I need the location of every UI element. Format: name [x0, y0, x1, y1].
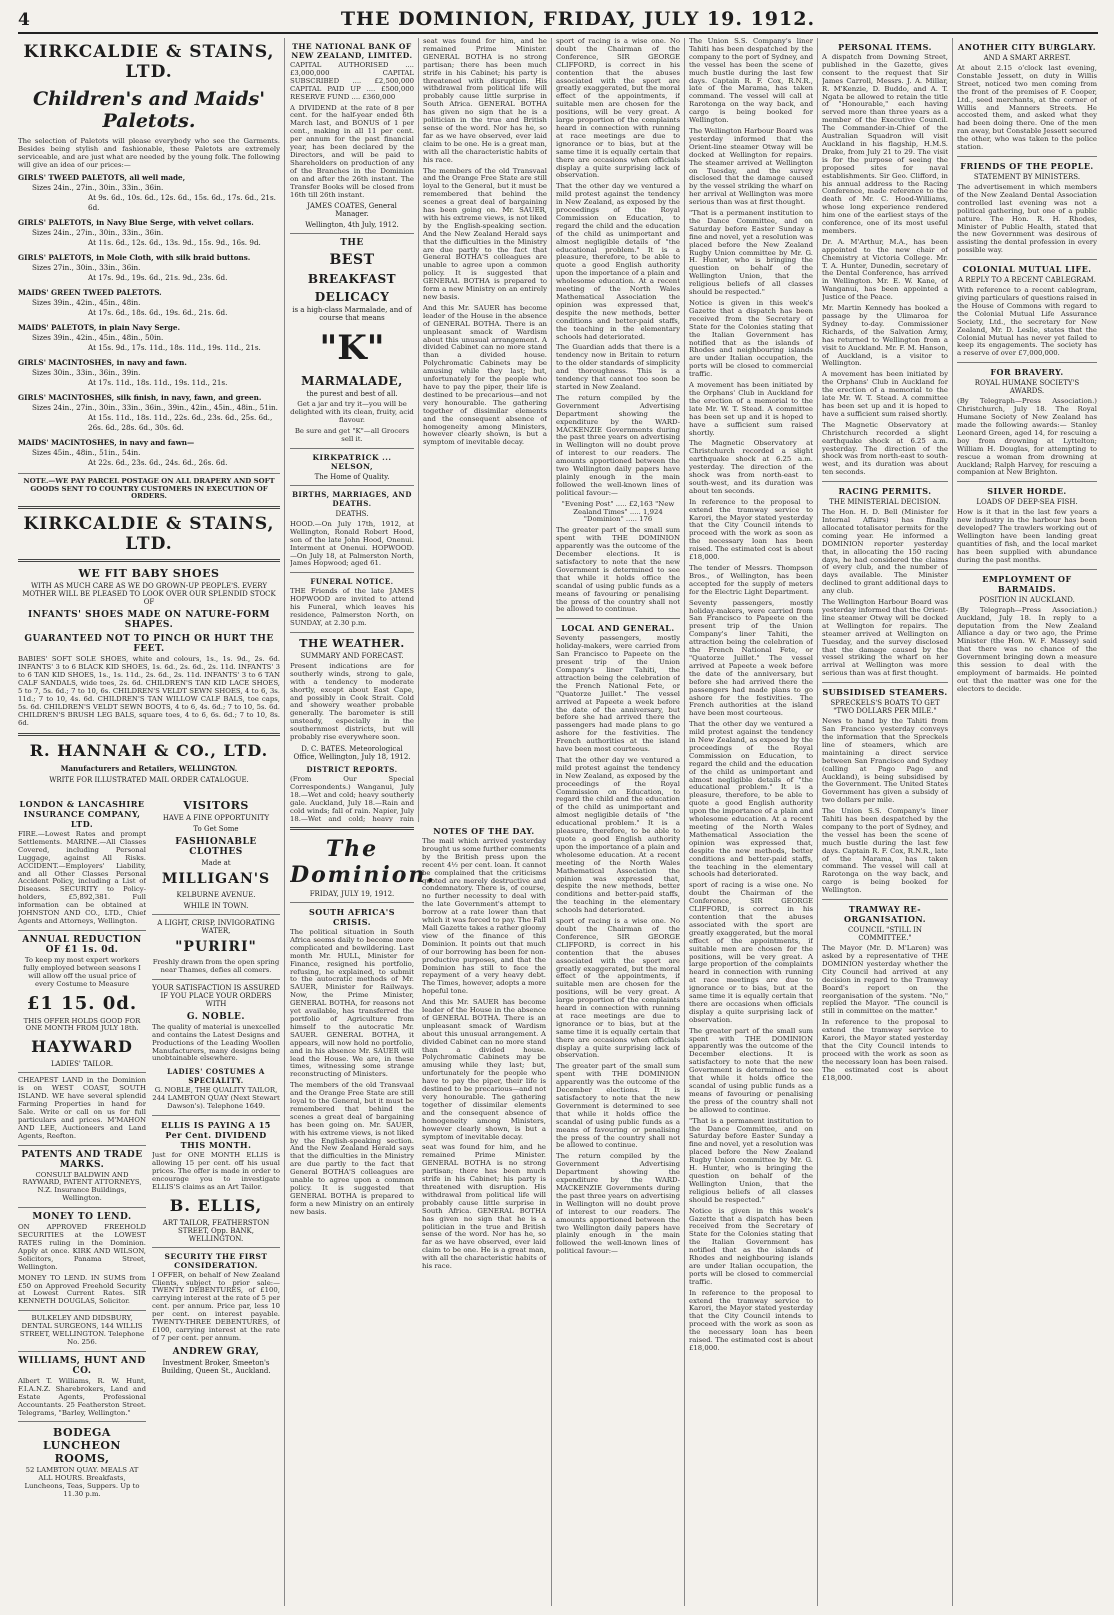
- ellis-text: Just for ONE MONTH ELLIS is allowing 15 per cent. off his usual prices. The offer is made in order to encourage you to investigate ELLIS'S claims as an Art Tailor.: [152, 1151, 280, 1191]
- friends-text: The advertisement in which members of the New Zealand Dental Association controlled last evening was not a political gathering, but one of a public nature. The Hon. R. H. Rhodes, Minister of Public Health, stated that the new Government was desirous of assisting the dental profession in every possible way.: [957, 182, 1097, 255]
- local-text-5: The return compiled by the Government Advertising Department showing the expenditure by the WARD-MACKENZIE Governments during the past three years on advertising in Wellington will no doubt prove of interest to our readers. The amounts apportioned between the two Wellington daily papers have plainly enough in the main followed the well-known lines of political favour:—: [556, 1152, 680, 1256]
- best-2: BEST: [329, 252, 375, 269]
- baby-shoes-title: WE FIT BABY SHOES: [78, 567, 220, 581]
- paletot-sizes: Sizes 45in., 48in., 51in., 54in.: [32, 447, 141, 457]
- kelburne: KELBURNE AVENUE.: [176, 891, 256, 899]
- k-logo: "K": [319, 328, 385, 369]
- bank-dividend: A DIVIDEND at the rate of 8 per cent. for the half-year ended 6th March last, and BONUS of 1 per cent., making in all 11 per cent. per annum for the past financial year, has been declared by the Directors, and will be paid to Shareholders on production of any of the Branches in the Dominion on and after the 26th instant. The Transfer Books will be closed from 16th till 26th instant.: [290, 103, 414, 199]
- c5-text-6: The Magnetic Observatory at Christchurch recorded a slight earthquake shock at 6.25 a.m. yesterday. The direction of the shock was from north-east to south-west, and its duration was about ten seconds.: [689, 439, 813, 495]
- paletot-item: [18, 288, 280, 318]
- silver-text: How is it that in the last few years a new industry in the harbour has been developed? The trawlers working out of Wellington have been landing great quantities of fish, and the local market has been supplied with abundance during the past months.: [957, 508, 1097, 564]
- bank-capital: CAPITAL AUTHORISED .... £3,000,000 CAPITAL SUBSCRIBED .... £2,500,000 CAPITAL PAID UP .... £500,000 RESERVE FUND .... £360,000: [290, 61, 414, 101]
- subsid-text: News to hand by the Tahiti from San Francisco yesterday conveys the information that the Spreckels line of steamers, which are maintaining a direct service between San Francisco and Sydney (calling at Pago Pago and Auckland), is being subsidised by the Government. The United States Government has given a subsidy of two dollars per mile.: [822, 717, 948, 805]
- marmalade: MARMALADE,: [301, 374, 403, 389]
- barmaids-heading: EMPLOYMENT OF BARMAIDS.: [982, 573, 1072, 594]
- paletot-prices: At 15s. 11d., 18s. 11d., 22s. 6d., 23s. 6d., 25s. 6d., 26s. 6d., 28s. 6d., 30s. 6d.: [88, 412, 273, 432]
- newspaper-header: [18, 6, 1098, 34]
- weather-text: Present indications are for southerly winds, strong to gale, with a tendency to moderate shortly, except about East Cape, and possibly in Cook Strait. Cold and showery weather probable generally. The barometer is still unsteady, especially in the southernmost districts, but will probably rise everywhere soon.: [290, 661, 414, 742]
- kirkpatrick-sub: The Home of Quality.: [314, 472, 390, 481]
- costumes-speciality: LADIES' COSTUMES A SPECIALITY.: [167, 1067, 265, 1086]
- paletot-sizes: Sizes 39in., 42in., 45in., 48in., 50in.: [32, 332, 164, 342]
- paletot-prices: At 17s. 11d., 18s. 11d., 19s. 11d., 21s.: [88, 377, 228, 387]
- while-in-town: WHILE IN TOWN.: [183, 902, 249, 910]
- paletot-name: GIRLS' TWEED PALETOTS, all well made,: [18, 172, 186, 182]
- education-text: That the other day we ventured a mild protest against the tendency in New Zealand, as exposed by the proceedings of the Royal Commission on Education, to regard the child and the education of the child as unimportant and almost negligible details of "the educational problem." It is a pleasure, therefore, to be able to quote a good English authority upon the importance of a plain and wholesome education. At a recent meeting of the North Wales Mathematical Association the opinion was expressed that, despite the new methods, better conditions and better-paid staffs, the teaching in the elementary schools had deteriorated.: [556, 182, 680, 341]
- puriri-title: "PURIRI": [175, 939, 257, 955]
- bank-title: THE NATIONAL BANK OF NEW ZEALAND, LIMITED.: [291, 42, 413, 60]
- williams-title: WILLIAMS, HUNT AND CO.: [18, 1355, 146, 1376]
- notes-text: The mail which arrived yesterday brought us some further comments by the British press upon the recent 4½ per cent. loan. It cannot be complained that the criticisms quoted are merely destructive and condemnatory. There is, of course, no further necessity to deal with the late Government's attempt to borrow at a rate lower than that which it was forced to pay. The Fall Mall Gazette takes a rather gloomy view of the finance of this Dominion. It points out that much of our borrowing has been for non-productive purposes, and that the Dominion has still to face the repayment of a very heavy debt. The Times, however, adopts a more hopeful tone.: [422, 837, 547, 996]
- paletot-sizes: Sizes 30in., 33in., 36in., 39in.: [32, 367, 141, 377]
- column-five: [689, 38, 813, 1608]
- money-text-2: MONEY TO LEND. IN SUMS from £50 on Approved Freehold Security at Lowest Current Rates. SIR KENNETH DOUGLAS, Solicitor.: [18, 1273, 146, 1306]
- kirkcaldie-title: KIRKCALDIE & STAINS, LTD.: [23, 42, 275, 82]
- left-ads-column: [18, 795, 146, 1608]
- guarantee-line: GUARANTEED NOT TO PINCH OR HURT THE FEET.: [24, 634, 274, 655]
- subsid-sub: SPRECKELS'S BOATS TO GET "TWO DOLLARS PER MILE.": [830, 699, 940, 716]
- personal-text: A dispatch from Downing Street, published in the Gazette, gives consent to the request that Sir James Carroll, Messrs. J. A. Millar, R. M'Kenzie, D. Buddo, and A. T. Ngata be allowed to retain the title of "Honourable," each having served more than three years as a member of the Executive Council. The Commander-in-Chief of the Australian Squadron will visit Auckland in his flagship, H.M.S. Drake, from July 21 to 29. The visit is for the purpose of seeing the proposed sites for naval establishments. Sir Geo. Clifford, in his annual address to the Racing Conference, made reference to the death of Mr. C. Hood-Williams, whose long experience rendered him one of the earliest stays of the conference, one of its most useful members.: [822, 53, 948, 235]
- c5-text-7: In reference to the proposal to extend the tramway service to Karori, the Mayor stated yesterday that the City Council intends to proceed with the work as soon as the necessary loan has been raised. The estimated cost is about £18,000.: [689, 497, 813, 562]
- c5-text-2: The Wellington Harbour Board was yesterday informed that the Orient-line steamer Otway will be docked at Wellington for repairs. The steamer arrived at Wellington on Tuesday, and the survey disclosed that the damage caused by the vessel striking the wharf on her arrival at Wellington was more serious than was at first thought.: [689, 126, 813, 207]
- bodega-title: BODEGA LUNCHEON ROOMS,: [43, 1426, 121, 1466]
- shoes-list: BABIES' SOFT SOLE SHOES, white and colours, 1s., 1s. 9d., 2s. 6d. INFANTS' 3 to 6 BLACK KID SHOES, 1s. 6d., 2s. 6d., 2s. 11d. INFANTS' 3 to 6 TAN KID SHOES, 1s., 1s. 11d., 2s. 6d., 2s. 11d. INFANTS' 3 to 6 TAN CALF SANDALS, wide toes, 2s. 6d. CHILDREN'S TAN KID LACE SHOES, 5 to 7, 5s. 6d.; 7 to 10, 6s. CHILDREN'S VELDT SEWN SHOES, 4 to 6, 3s. 11d.; 7 to 10, 4s. 6d. CHILDREN'S TAN WILLOW CALF BALS, toe caps, 5s. 6d. CHILDREN'S VELDT SEWN BOOTS, 4 to 6, 4s. 6d.; 7 to 10, 5s. 6d. CHILDREN'S BRUSH LEG BALS, square toes, 4 to 6, 6s. 6d.; 7 to 10, 8s. 6d.: [18, 655, 280, 727]
- paletot-sizes: Sizes 24in., 27in., 30in., 33in., 36in.: [32, 182, 164, 192]
- births-heading: BIRTHS, MARRIAGES, AND DEATHS.: [292, 489, 412, 508]
- milligan-title: MILLIGAN'S: [161, 871, 271, 887]
- security-text: I OFFER, on behalf of New Zealand Clients, subject to prior sale:— TWENTY DEBENTURES, of £100, carrying interest at the rate of 5 per cent. per annum. Price par, less 10 per cent. on interest payable. TWENTY-THREE DEBENTURES, of £100, carrying interest at the rate of 7 per cent. per annum.: [152, 1270, 280, 1342]
- coats-sig: JAMES COATES, General Manager.: [307, 202, 397, 219]
- baldwin-text: CONSULT BALDWIN AND RAYWARD, PATENT ATTORNEYS, N.Z. Insurance Buildings, Wellington.: [22, 1170, 142, 1203]
- deaths-heading: DEATHS.: [335, 509, 369, 518]
- visitors-text: HAVE A FINE OPPORTUNITY: [162, 814, 270, 822]
- advertising-text-2: The greater part of the small sum spent with THE DOMINION apparently was the outcome of the December elections. It is satisfactory to note that the new Government is determined to see that while it holds office the scandal of using public funds as a means of favouring or penalising the press of the country shall not be allowed to continue.: [556, 526, 680, 614]
- funeral-heading: FUNERAL NOTICE.: [310, 577, 394, 587]
- personal-text-4: A movement has been initiated by the Orphans' Club in Auckland for the erection of a memorial to the late Mr. W. T. Stead. A committee has been set up and it is hoped to have a sufficient sum raised shortly.: [822, 370, 948, 418]
- patents-title: PATENTS AND TRADE MARKS.: [21, 1149, 143, 1170]
- weather-sub: SUMMARY AND FORECAST.: [300, 651, 404, 660]
- c5-text-1: The Union S.S. Company's liner Tahiti has been despatched by the company to the port of Sydney, and the vessel has been the scene of much bustle during the last few days. Captain R. F. Cox, R.N.R., late of the Marama, has taken command. The vessel will call at Rarotonga on the way back, and cargo is being booked for Wellington.: [689, 38, 813, 125]
- silver-sub: LOADS OF DEEP-SEA FISH.: [976, 498, 1078, 507]
- coats-date: Wellington, 4th July, 1912.: [305, 221, 399, 230]
- local-text-2: That the other day we ventured a mild protest against the tendency in New Zealand, as exposed by the proceedings of the Royal Commission on Education, to regard the child and the education of the child as unimportant and almost negligible details of "the educational problem." It is a pleasure, therefore, to be able to quote a good English authority upon the importance of a plain and wholesome education. At a recent meeting of the North Wales Mathematical Association the opinion was expressed that, despite the new methods, better conditions and better-paid staffs, the teaching in the elementary schools had deteriorated.: [556, 755, 680, 915]
- notes-text-cont: And this Mr. SAUER has become leader of the House in the absence of GENERAL BOTHA. There is an unpleasant smack of Wardism about this unusual arrangement. A divided Cabinet can no more stand than a divided house. Polychromatic Cabinets may be amusing while they last; but, unfortunately for the people who have to pay the piper, their life is destined to be precarious—and not very honourable. The gathering together of dissimilar elements and the consequent absence of homogeneity among Ministers, however clearly shown, is but a symptom of inevitable decay.: [422, 998, 546, 1141]
- paletot-prices: At 17s. 9d., 19s. 6d., 21s. 9d., 23s. 6d.: [88, 272, 228, 282]
- security-title: SECURITY THE FIRST CONSIDERATION.: [164, 1251, 268, 1270]
- visitors-title: VISITORS: [183, 799, 249, 812]
- district-text: (From Our Special Correspondents.) Wanganui, July 18.—Wet and cold; heavy southerly gale. Auckland, July 18.—Rain and cold winds; fall of rain. Napier, July 18.—Wet and cold; heavy rain: [290, 774, 414, 823]
- colonial-heading: COLONIAL MUTUAL LIFE.: [962, 264, 1092, 275]
- bravery-text: (By Telegraph—Press Association.) Christchurch, July 18. The Royal Humane Society of New Zealand has made the following awards:— Stanley Leonard Green, aged 14, for rescuing a boy from drowning at Lyttelton; William H. Douglas, for attempting to rescue a woman from drowning at Auckland; Ralph Harvey, for rescuing a companion at New Brighton.: [957, 397, 1097, 477]
- barmaids-text: (By Telegraph—Press Association.) Auckland, July 18. In reply to a deputation from the New Zealand Alliance a day or two ago, the Prime Minister (the Hon. W. F. Massey) said that there was no chance of the Government bringing down a measure this session to deal with the employment of barmaids. He pointed out that the matter was one for the electors to decide.: [957, 605, 1097, 693]
- paletot-prices: At 17s. 6d., 18s. 6d., 19s. 6d., 21s. 6d.: [88, 307, 228, 317]
- advertising-table: "Evening Post" ..... £2,163 "New Zealand Times" ..... 1,924 "Dominion" ..... 176: [561, 499, 675, 524]
- noble-text: The quality of material is unexcelled and contains the Latest Designs and Productions of the Leading Woollen Manufacturers, many designs being unobtainable elsewhere.: [152, 1022, 280, 1063]
- tram-text: The Mayor (Mr. D. M'Laren) was asked by a representative of THE DOMINION yesterday whether the City Council had arrived at any decision in regard to the Tramway Board's report on the reorganisation of the system. "No," replied the Mayor. "The council is still in committee on the matter.": [822, 944, 948, 1016]
- money-title: MONEY TO LEND.: [32, 1212, 132, 1223]
- costume-price: £1 15. 0d.: [26, 992, 138, 1014]
- infants-shoes-head: INFANTS' SHOES MADE ON NATURE-FORM SHAPES.: [27, 610, 271, 631]
- made-at: Made at: [201, 859, 231, 867]
- c5-text-3: "That is a permanent institution to the Dance Committee, and on Saturday before Easter Sunday a fine and novel, yet a resolution was placed before the New Zealand Rugby Union committee by Mr. G. H. Hunter, who is bringing the question on behalf of the Wellington Union, that the religious beliefs of all classes should be respected.": [689, 209, 813, 297]
- paletot-item: [18, 358, 280, 388]
- c5-text-8: The tender of Messrs. Thompson Bros., of Wellington, has been accepted for the supply of meters for the Electric Light Department.: [689, 564, 813, 596]
- fashion-clothes: FASHIONABLE CLOTHES: [175, 837, 257, 857]
- c5-text-12: The greater part of the small sum spent with THE DOMINION apparently was the outcome of the December elections. It is satisfactory to note that the new Government is determined to see that while it holds office the scandal of using public funds as a means of favouring or penalising the press of the country shall not be allowed to continue.: [689, 1026, 813, 1114]
- c5-text-10: That the other day we ventured a mild protest against the tendency in New Zealand, as exposed by the proceedings of the Royal Commission on Education, to regard the child and the education of the child as unimportant and almost negligible details of "the educational problem." It is a pleasure, therefore, to be able to quote a good English authority upon the importance of a plain and wholesome education. At a recent meeting of the North Wales Mathematical Association the opinion was expressed that, despite the new methods, better conditions and better-paid staffs, the teaching in the elementary schools had deteriorated.: [689, 720, 813, 879]
- barmaids-sub: POSITION IN AUCKLAND.: [979, 595, 1075, 604]
- c5-text-5: A movement has been initiated by the Orphans' Club in Auckland for the erection of a memorial to the late Mr. W. T. Stead. A committee has been set up and it is hoped to have a sufficient sum raised shortly.: [689, 381, 813, 437]
- c5-text-13: "That is a permanent institution to the Dance Committee, and on Saturday before Easter Sunday a fine and novel, yet a resolution was placed before the New Zealand Rugby Union committee by Mr. G. H. Hunter, who is bringing the question on behalf of the Wellington Union, that the religious beliefs of all classes should be respected.": [689, 1116, 813, 1204]
- page-number: 4: [18, 10, 30, 30]
- hayward-sub: LADIES' TAILOR.: [50, 1060, 114, 1069]
- paletots-intro: The selection of Paletots will please everybody who see the Garments. Besides being stylish and fashionable, these Paletots are extremely serviceable, and are just what are needed by the young folk. The following will give an idea of our prices:—: [18, 137, 280, 169]
- paletot-prices: At 9s. 6d., 10s. 6d., 12s. 6d., 15s. 6d., 17s. 6d., 21s. 6d.: [88, 192, 276, 212]
- tram-sub: COUNCIL "STILL IN COMMITTEE.": [848, 926, 922, 943]
- marm-2: the purest and best of all.: [306, 390, 398, 399]
- annual-reduction: ANNUAL REDUCTION OF £1 1s. 0d.: [22, 934, 142, 955]
- dominion-date: FRIDAY, JULY 19, 1912.: [309, 890, 395, 898]
- notes-text-more: seat was found for him, and he remained Prime Minister. GENERAL BOTHA is no strong partisan; there has been much strife in his Cabinet; his party is threatened with disruption. His withdrawal from political life will probably cause little surprise in South Africa. GENERAL BOTHA has given no sign that he is a politician in the true and British sense of the word. Nor has he, so far as we have observed, ever laid claim to be one. He is a great man, with all the characteristic habits of his race.: [422, 1143, 546, 1271]
- visitors-get: To Get Some: [193, 825, 239, 833]
- money-text: ON APPROVED FREEHOLD SECURITIES at the LOWEST RATES ruling in the Dominion. Apply at once. KIRK AND WILSON, Solicitors, Panama Street, Wellington.: [18, 1223, 146, 1271]
- c5-text-4: Notice is given in this week's Gazette that a dispatch has been received from the Secretary of State for the Colonies stating that the Italian Government has notified that as the islands of Rhodes and neighbouring islands are under Italian occupation, the ports will be closed to commercial traffic.: [689, 299, 813, 379]
- racing-permits-text: The Hon. H. D. Bell (Minister for Internal Affairs) has finally allocated totalisator permits for the coming year. He informed a DOMINION reporter yesterday that, in allocating the 150 racing days, he had considered the claims of every club, and the number of days available. The Minister declined to grant additional days to any club.: [822, 508, 948, 596]
- paletot-prices: At 15s. 9d., 17s. 11d., 18s. 11d., 19s. 11d., 21s.: [88, 342, 261, 352]
- hayward-title: HAYWARD: [31, 1037, 133, 1057]
- editorial-text-3: And this Mr. SAUER has become leader of the House in the absence of GENERAL BOTHA. There is an unpleasant smack of Wardism about this unusual arrangement. A divided Cabinet can no more stand than a divided house. Polychromatic Cabinets may be amusing while they last; but, unfortunately for the people who have to pay the piper, their life is destined to be precarious—and not very honourable. The gathering together of dissimilar elements and the consequent absence of homogeneity among Ministers, however clearly shown, is but a symptom of inevitable decay.: [423, 303, 547, 447]
- deaths-text: HOOD.—On July 17th, 1912, at Wellington, Ronald Robert Hood, son of the late John Hood, Onenui. Interment at Onenui. HOPWOOD.—On July 18, at Palmerston North, James Hopwood; aged 61.: [290, 519, 414, 568]
- c5-text-11: sport of racing is a wise one. No doubt the Chairman of the Conference, SIR GEORGE CLIFFORD, is correct in his contention that the abuses associated with the sport are greatly exaggerated, but the moral effect of the appointments, if suitable men are chosen for the positions, will be very great. A large proportion of the complaints heard in connection with running at race meetings are due to ignorance or to bias, but at the same time it is equally certain that there are occasions when officials display a quite surprising lack of observation.: [689, 881, 813, 1024]
- paletot-name: MAIDS' PALETOTS, in plain Navy Serge.: [18, 322, 180, 332]
- dominion-editorial: [290, 822, 547, 1608]
- c5-text-14: Notice is given in this week's Gazette that a dispatch has been received from the Secretary of State for the Colonies stating that the Italian Government has notified that as the islands of Rhodes and neighbouring islands are under Italian occupation, the ports will be closed to commercial traffic.: [689, 1206, 813, 1286]
- personal-heading: PERSONAL ITEMS.: [838, 42, 932, 52]
- marm-4: Be sure and get "K"—all Grocers sell it.: [294, 427, 410, 444]
- gray-title: ANDREW GRAY,: [172, 1346, 260, 1357]
- paletot-item: [18, 218, 280, 248]
- friends-sub: STATEMENT BY MINISTERS.: [973, 172, 1081, 181]
- noble-title: G. NOBLE.: [186, 1011, 246, 1022]
- c5-text-9: Seventy passengers, mostly holiday-makers, were carried from San Francisco to Papeete on the present trip of the Union Company's liner Tahiti, the attraction being the celebration of the French National Fete, or "Quatorze Juillet." The vessel arrived at Papeete a week before the date of the anniversary, but before she had arrived there the passengers had made plans to go ashore for the festivities. The French authorities at the island have been most courteous.: [689, 598, 813, 718]
- kirkcaldie-title-2: KIRKCALDIE & STAINS, LTD.: [23, 514, 275, 555]
- weather-sig: D. C. BATES. Meteorological Office, Wellington, July 18, 1912.: [293, 744, 411, 761]
- ellis-dividend: ELLIS IS PAYING A 15 Per Cent. DIVIDEND THIS MONTH.: [161, 1120, 271, 1151]
- paletot-name: MAIDS' MACINTOSHES, in navy and fawn—: [18, 437, 195, 447]
- best-4: DELICACY: [314, 290, 390, 305]
- column-seven: [957, 38, 1097, 1608]
- burglary-heading: ANOTHER CITY BURGLARY.: [957, 42, 1096, 52]
- colonial-sub: A REPLY TO A RECENT CABLEGRAM.: [958, 276, 1096, 285]
- hannah-sub: Manufacturers and Retailers, WELLINGTON.: [60, 763, 238, 773]
- cheapest-land: CHEAPEST LAND in the Dominion is on WEST COAST, SOUTH ISLAND. WE have several splendid Farming Properties in hand for Sale. Write or call on us for full particulars and prices. M'MAHON AND LEE, Auctioneers and Land Agents, Reefton.: [18, 1076, 146, 1140]
- paletot-sizes: Sizes 24in., 27in., 30in., 33in., 36in., 39in., 42in., 45in., 48in., 51in.: [32, 402, 278, 412]
- crisp-water: A LIGHT, CRISP, INVIGORATING WATER,: [157, 919, 275, 935]
- paletot-prices: At 22s. 6d., 23s. 6d., 24s. 6d., 26s. 6d.: [88, 457, 228, 467]
- paletot-item: [18, 173, 280, 213]
- price-offer: THIS OFFER HOLDS GOOD FOR ONE MONTH FROM JULY 18th.: [23, 1016, 141, 1033]
- noble-head: YOUR SATISFACTION IS ASSURED IF YOU PLACE YOUR ORDERS WITH: [152, 983, 280, 1008]
- subsid-heading: SUBSIDISED STEAMERS.: [822, 687, 948, 698]
- local-text: Seventy passengers, mostly holiday-makers, were carried from San Francisco to Papeete on the present trip of the Union Company's liner Tahiti, the attraction being the celebration of the French National Fete, or "Quatorze Juillet." The vessel arrived at Papeete a week before the date of the anniversary, but before she had arrived there the passengers had made plans to go ashore for the festivities. The French authorities at the island have been most courteous.: [556, 634, 680, 754]
- williams-text: Albert T. Williams, R. W. Hunt, F.I.A.N.Z. Sharebrokers, Land and Estate Agents, Professional Accountants. 25 Featherston Street. Telegrams, "Barley, Wellington.": [18, 1376, 146, 1417]
- bravery-sub: ROYAL HUMANE SOCIETY'S AWARDS.: [974, 379, 1080, 396]
- paletot-item: [18, 253, 280, 283]
- london-lancashire-text: FIRE.—Lowest Rates and prompt Settlements. MARINE.—All Classes Covered, including Personal Luggage, against All Risks. ACCIDENT.—Employers' Liability, and all Other Classes Personal Accident Policy, including a List of Diseases. SECURITY to Policy-holders, £5,892,381. Full information can be obtained at JOHNSTON AND CO., LTD., Chief Agents and Attorneys, Wellington.: [18, 830, 146, 925]
- paletot-sizes: Sizes 39in., 42in., 45in., 48in.: [32, 297, 141, 307]
- paletot-name: MAIDS' GREEN TWEED PALETOTS.: [18, 287, 162, 297]
- guardian-text: The Guardian adds that there is a tendency now in Britain to return to the older standards of simplicity and thoroughness. This is a tendency that cannot too soon be started in New Zealand.: [556, 343, 680, 391]
- gray-sub: Investment Broker, Smeeton's Building, Queen St., Auckland.: [161, 1358, 271, 1375]
- subsid-text-2: The Union S.S. Company's liner Tahiti has been despatched by the company to the port of Sydney, and the vessel has been the scene of much bustle during the last few days. Captain R. F. Cox, R.N.R., late of the Marama, has taken command. The vessel will call at Rarotonga on the way back, and cargo is being booked for Wellington.: [822, 807, 948, 895]
- bodega-text: 52 LAMBTON QUAY. MEALS AT ALL HOURS. Breakfasts, Luncheons, Teas, Suppers. Up to 11.30 p.m.: [24, 1466, 140, 1499]
- racing-heading: RACING PERMITS.: [838, 486, 932, 497]
- visitors-ads-column: [152, 795, 280, 1608]
- marm-3: Get a jar and try it—you will be delighted with its clean, fruity, acid flavour.: [290, 400, 414, 425]
- puriri-text: Freshly drawn from the open spring near Thames, defies all comers.: [152, 958, 280, 974]
- c5-text-15: In reference to the proposal to extend the tramway service to Karori, the Mayor stated yesterday that the City Council intends to proceed with the work as soon as the necessary loan has been raised. The estimated cost is about £18,000.: [689, 1288, 813, 1352]
- weather-heading: THE WEATHER.: [299, 636, 405, 650]
- paletot-name: GIRLS' MACINTOSHES, silk finish, in navy, fawn, and green.: [18, 392, 262, 402]
- paletot-item: [18, 438, 280, 468]
- paletot-name: GIRLS' PALETOTS, in Mole Cloth, with silk braid buttons.: [18, 252, 251, 262]
- baby-shoes-sub: WITH AS MUCH CARE AS WE DO GROWN-UP PEOPLE'S. EVERY MOTHER WILL BE PLEASED TO LOOK OVER OUR SPLENDID STOCK OF: [22, 582, 276, 607]
- local-text-3: sport of racing is a wise one. No doubt the Chairman of the Conference, SIR GEORGE CLIFFORD, is correct in his contention that the abuses associated with the sport are greatly exaggerated, but the moral effect of the appointments, if suitable men are chosen for the positions, will be very great. A large proportion of the complaints heard in connection with running at race meetings are due to ignorance or to bias, but at the same time it is equally certain that there are occasions when officials display a quite surprising lack of observation.: [556, 917, 680, 1060]
- racing-text: sport of racing is a wise one. No doubt the Chairman of the Conference, SIR GEORGE CLIFFORD, is correct in his contention that the abuses associated with the sport are greatly exaggerated, but the moral effect of the appointments, if suitable men are chosen for the positions, will be very great. A large proportion of the complaints heard in connection with running at race meetings are due to ignorance or to bias, but at the same time it is equally certain that there are occasions when officials display a quite surprising lack of observation.: [556, 38, 680, 180]
- local-heading: LOCAL AND GENERAL.: [561, 623, 675, 634]
- burglary-text: At about 2.15 o'clock last evening, Constable Jessett, on duty in Willis Street, noticed two men coming from the front of the premises of F. Cooper, Ltd., seed merchants, at the corner of Willis and Manners Streets. He accosted them, and asked what they had been doing there. One of the men ran away, but Constable Jessett secured the other, who was taken to the police station.: [957, 64, 1097, 152]
- personal-text-5: The Magnetic Observatory at Christchurch recorded a slight earthquake shock at 6.25 a.m. yesterday. The direction of the shock was from north-east to south-west, and its duration was about ten seconds.: [822, 420, 948, 477]
- paletot-prices: At 11s. 6d., 12s. 6d., 13s. 9d., 15s. 9d., 16s. 9d.: [88, 237, 261, 247]
- paletot-item: [18, 393, 280, 433]
- advertising-text: The return compiled by the Government Advertising Department showing the expenditure by the WARD-MACKENZIE Governments during the past three years on advertising in Wellington will no doubt prove of interest to our readers. The amounts apportioned between the two Wellington daily papers have plainly enough in the main followed the well-known lines of political favour:—: [556, 393, 680, 497]
- paletot-name: GIRLS' PALETOTS, in Navy Blue Serge, with velvet collars.: [18, 217, 254, 227]
- racing-permits-text-2: The Wellington Harbour Board was yesterday informed that the Orient-line steamer Otway will be docked at Wellington for repairs. The steamer arrived at Wellington on Tuesday, and the survey disclosed that the damage caused by the vessel striking the wharf on her arrival at Wellington was more serious than was at first thought.: [822, 598, 948, 678]
- crisis-text-cont: The members of the old Transvaal and the Orange Free State are still loyal to the General, but it must be remembered that behind the scenes a great deal of bargaining has been going on. Mr. SAUER, with his extreme views, is not liked by the English-speaking section. And the New Zealand Herald says that the difficulties in the Ministry are due partly to the fact that General BOTHA'S colleagues are unable to agree upon a common policy. It is suggested that GENERAL BOTHA is prepared to form a new Ministry on an entirely new basis.: [290, 1081, 414, 1216]
- colonial-text: With reference to a recent cablegram, giving particulars of questions raised in the House of Commons with regard to the Colonial Mutual Life Assurance Society, Ltd., the secretary for New Zealand, Mr. D. Leslie, states that the Colonial Mutual has never yet failed to keep its engagements. The society has a reserve of over £7,000,000.: [957, 286, 1097, 358]
- friends-heading: FRIENDS OF THE PEOPLE.: [960, 160, 1094, 171]
- bellis-title: B. ELLIS,: [169, 1195, 263, 1215]
- silver-heading: SILVER HORDE.: [987, 486, 1067, 497]
- notes-heading: NOTES OF THE DAY.: [433, 826, 535, 836]
- best-3: BREAKFAST: [307, 272, 397, 287]
- tram-heading: TRAMWAY RE-ORGANISATION.: [843, 904, 926, 925]
- column-four: [556, 38, 680, 1608]
- dominion-masthead: The Dominion.: [290, 836, 437, 888]
- paletot-list: [18, 173, 280, 468]
- burglary-sub: AND A SMART ARREST.: [983, 54, 1071, 62]
- district-heading: DISTRICT REPORTS.: [306, 764, 398, 774]
- postage-note: NOTE.—WE PAY PARCEL POSTAGE ON ALL DRAPERY AND SOFT GOODS SENT TO COUNTRY CUSTOMERS IN EXECUTION OF ORDERS.: [23, 476, 275, 501]
- racing-sub: THE MINISTERIAL DECISION.: [829, 498, 941, 507]
- newspaper-title: THE DOMINION, FRIDAY, JULY 19. 1912.: [340, 8, 816, 30]
- annual-text: To keep my most expert workers fully employed between seasons I will allow off the usual price of every Costume to Measure: [23, 955, 141, 988]
- hannah-mail: WRITE FOR ILLUSTRATED MAIL ORDER CATALOGUE.: [49, 775, 249, 784]
- crisis-text: The political situation in South Africa seems daily to become more complicated and bewildering. Last month Mr. HULL, Minister for Finance, resigned his portfolio, refusing, he explained, to submit to the autocratic methods of Mr. SAUER, Minister for Railways. Now, the Prime Minister, GENERAL BOTHA, for reasons not yet available, has transferred the portfolio of Agriculture from himself to the autocratic Mr. SAUER. GENERAL BOTHA, it appears, will now hold no portfolio, and in his absence Mr. SAUER will lead the House. We are, in these times, witnessing some strange reconstructing of Ministers.: [290, 928, 414, 1079]
- editorial-text-1: seat was found for him, and he remained Prime Minister. GENERAL BOTHA is no strong partisan; there has been much strife in his Cabinet; his party is threatened with disruption. His withdrawal from political life will probably cause little surprise in South Africa. GENERAL BOTHA has given no sign that he is a politician in the true and British sense of the word. Nor has he, so far as we have observed, ever laid claim to be one. He is a great man, with all the characteristic habits of his race.: [423, 38, 547, 164]
- paletot-name: GIRLS' MACINTOSHES, in navy and fawn.: [18, 357, 187, 367]
- bellis-sub: ART TAILOR, FEATHERSTON STREET, Opp. BANK, WELLINGTON.: [162, 1218, 270, 1243]
- paletots-title: Children's and Maids' Paletots.: [32, 88, 266, 132]
- paletot-item: [18, 323, 280, 353]
- bulkeley-text: BULKELEY AND DIDSBURY, DENTAL SURGEONS, 144 WILLIS STREET, WELLINGTON. Telephone No. 256.: [19, 1314, 145, 1346]
- paletot-sizes: Sizes 27in., 30in., 33in., 36in.: [32, 262, 141, 272]
- crisis-heading: SOUTH AFRICA'S CRISIS.: [308, 907, 396, 927]
- hannah-title: R. HANNAH & CO., LTD.: [29, 740, 269, 760]
- funeral-text: THE Friends of the late JAMES HOPWOOD are invited to attend his Funeral, which leaves his residence, Palmerston North, on SUNDAY, at 2.30 p.m.: [290, 587, 414, 627]
- editorial-text-2: The members of the old Transvaal and the Orange Free State are still loyal to the General, but it must be remembered that behind the scenes a great deal of bargaining has been going on. Mr. SAUER, with his extreme views, is not liked by the English-speaking section. And the New Zealand Herald says that the difficulties in the Ministry are due partly to the fact that General BOTHA'S colleagues are unable to agree upon a common policy. It is suggested that GENERAL BOTHA is prepared to form a new Ministry on an entirely new basis.: [423, 166, 547, 301]
- bravery-heading: FOR BRAVERY.: [990, 367, 1064, 378]
- tram-text-2: In reference to the proposal to extend the tramway service to Karori, the Mayor stated yesterday that the City Council intends to proceed with the work as soon as the necessary loan has been raised. The estimated cost is about £18,000.: [822, 1018, 948, 1082]
- kirkpatrick: KIRKPATRICK ... NELSON,: [312, 452, 392, 471]
- marm-text: is a high-class Marmalade, and of course that means: [292, 306, 412, 323]
- personal-text-2: Dr. A. M'Arthur, M.A., has been appointed to the new chair of Chemistry at Victoria College. Mr. T. A. Hunter, Dunedin, secretary of the Dental Conference, has arrived in Wellington. Mr. E. W. Kane, of Wanganui, has been appointed a Justice of the Peace.: [822, 237, 948, 302]
- best-1: THE: [340, 238, 364, 249]
- personal-text-3: Mr. Martin Kennedy has booked a passage by the Ulimaroa for Sydney to-day. Commissioner Richards, of the Salvation Army, has returned to Wellington from a visit to Auckland. Mr. F. M. Hanson, of Auckland, is a visitor to Wellington.: [822, 304, 948, 368]
- noble-address: G. NOBLE, THE QUALITY TAILOR, 244 LAMBTON QUAY (Next Stewart Dawson's). Telephone 1649.: [152, 1086, 280, 1111]
- column-six: [822, 38, 948, 1608]
- paletot-sizes: Sizes 24in., 27in., 30in., 33in., 36in.: [32, 227, 164, 237]
- london-lancashire-title: LONDON & LANCASHIRE INSURANCE COMPANY, LTD.: [19, 799, 145, 829]
- local-text-4: The greater part of the small sum spent with THE DOMINION apparently was the outcome of the December elections. It is satisfactory to note that the new Government is determined to see that while it holds office the scandal of using public funds as a means of favouring or penalising the press of the country shall not be allowed to continue.: [556, 1062, 680, 1150]
